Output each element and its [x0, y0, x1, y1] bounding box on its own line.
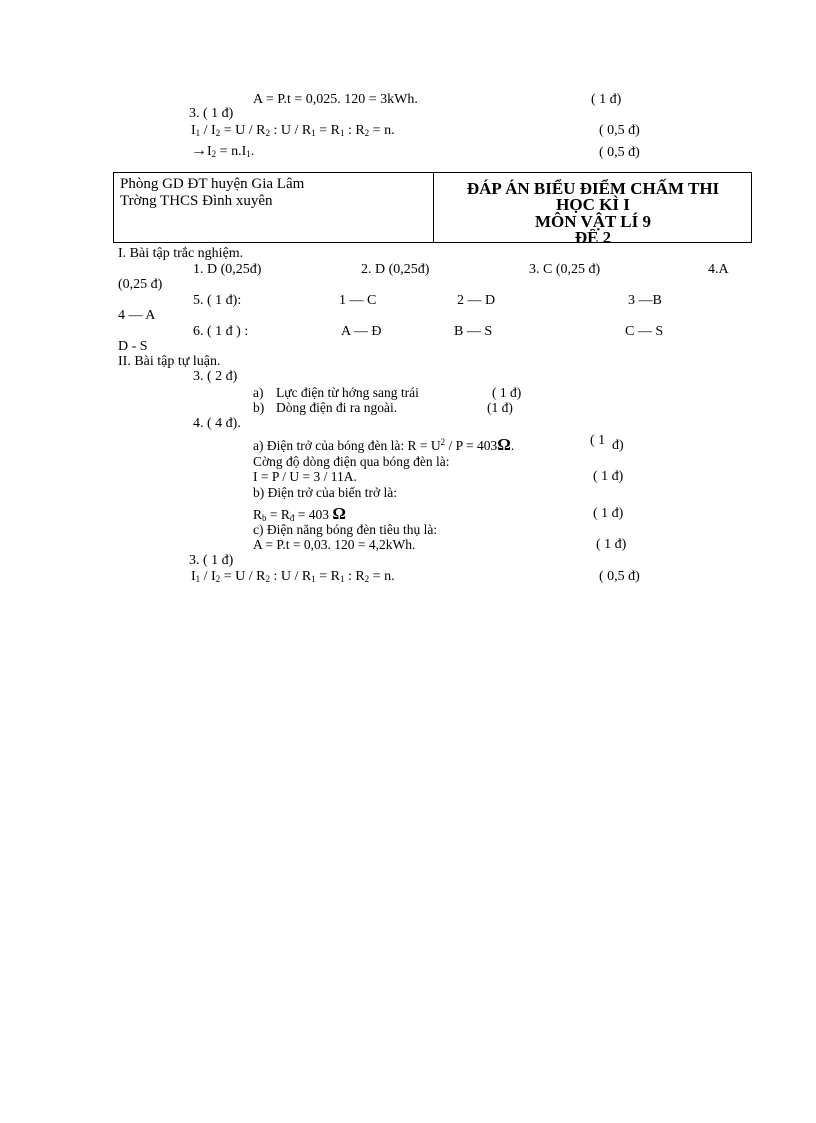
essay-q3b-score: (1 đ)	[487, 400, 513, 415]
q5-match-4: 4 — A	[118, 308, 156, 323]
mc-answer-4-score: (0,25 đ)	[118, 277, 163, 292]
essay-q4b-score: ( 1 đ)	[593, 506, 624, 521]
essay-ratio-line: $I_1 / I_2 = U / R_2$ : $U / R_1 = R_1$ : $R_2 = n$.	[191, 569, 395, 584]
q6-heading: 6. ( 1 đ ) :	[193, 324, 249, 339]
q5-match-3: 3 —B	[628, 293, 662, 308]
mc-answer-2: 2. D (0,25đ)	[361, 262, 430, 277]
current-score: ( 0,5 đ)	[599, 145, 640, 160]
q5-match-2: 2 — D	[457, 293, 496, 308]
ohm-symbol: Ω	[497, 435, 511, 454]
essay-q3b-label: b)	[253, 400, 265, 415]
essay-q4a-score-2: đ)	[612, 438, 624, 453]
essay-q3a-label: a)	[253, 385, 264, 400]
essay-q4c-score: ( 1 đ)	[596, 537, 627, 552]
mc-answer-1: 1. D (0,25đ)	[193, 262, 262, 277]
essay-q3b-text: Dòng điện đi ra ngoài.	[276, 400, 398, 415]
current-line: $\to I_2 = n.I_1$.	[191, 142, 255, 159]
q6-match-d: D - S	[118, 339, 148, 354]
header-table	[113, 172, 752, 243]
essay-q4-heading: 4. ( 4 đ).	[193, 416, 241, 431]
essay-ratio-score: ( 0,5 đ)	[599, 569, 640, 584]
essay-q3a-score: ( 1 đ)	[492, 385, 522, 400]
essay-q4c-eq: A = P.t = 0,03. 120 = 4,2kWh.	[253, 537, 416, 552]
essay-q4c-label: c) Điện năng bóng đèn tiêu thụ là:	[253, 522, 438, 537]
essay-q3a-text: Lực điện từ hớng sang trái	[276, 385, 419, 400]
answer-key-title: ĐÁP ÁN BIỂU ĐIỂM CHẤM THI	[466, 179, 720, 198]
mc-answer-4: 4.A	[708, 262, 729, 277]
q6-match-b: B — S	[454, 324, 493, 339]
essay-q4b-eq: $R_b = R_đ = 403$ Ω	[253, 504, 347, 523]
essay-q3-second-heading: 3. ( 1 đ)	[189, 553, 234, 568]
essay-q4a-score-1: ( 1	[590, 433, 606, 448]
ratio-line: $I_1 / I_2 = U / R_2$ : $U / R_1 = R_1$ : $R_2 = n$.	[191, 123, 395, 138]
section2-title: II. Bài tập tự luận.	[118, 354, 221, 369]
arrow-right-icon: →	[191, 142, 207, 159]
energy-score: ( 1 đ)	[591, 92, 622, 107]
subject-title: MÔN VẬT LÍ 9	[534, 212, 652, 231]
essay-q3-heading: 3. ( 2 đ)	[193, 369, 238, 384]
q5-heading: 5. ( 1 đ):	[193, 293, 242, 308]
essay-q4b-label: b) Điện trở của biến trở là:	[253, 485, 397, 500]
section1-title: I. Bài tập trắc nghiệm.	[118, 246, 244, 261]
q3-heading: 3. ( 1 đ)	[189, 106, 234, 121]
q5-match-1: 1 — C	[339, 293, 377, 308]
exam-code: ĐỀ 2	[574, 229, 612, 242]
school-name: Trờng THCS Đình xuyên	[120, 193, 273, 209]
q6-match-a: A — Đ	[341, 324, 382, 339]
energy-line: A = P.t = 0,025. 120 = 3kWh.	[253, 92, 418, 107]
q6-match-c: C — S	[625, 324, 664, 339]
semester-title: HỌC KÌ I	[556, 195, 630, 214]
exam-code-clip	[434, 229, 752, 242]
school-department: Phòng GD ĐT huyện Gia Lâm	[120, 176, 305, 192]
essay-q4a-current-score: ( 1 đ)	[593, 469, 624, 484]
mc-answer-3: 3. C (0,25 đ)	[529, 262, 601, 277]
ratio-score: ( 0,5 đ)	[599, 123, 640, 138]
essay-q4a-current-label: Cờng độ dòng điện qua bóng đèn là:	[253, 454, 450, 469]
essay-q4a-current-eq: I = P / U = 3 / 11A.	[253, 469, 357, 484]
essay-q4a-line: a) Điện trở của bóng đèn là: $R = U^2 / P = 403\Omega$.	[253, 435, 515, 454]
ohm-symbol: Ω	[332, 504, 347, 523]
